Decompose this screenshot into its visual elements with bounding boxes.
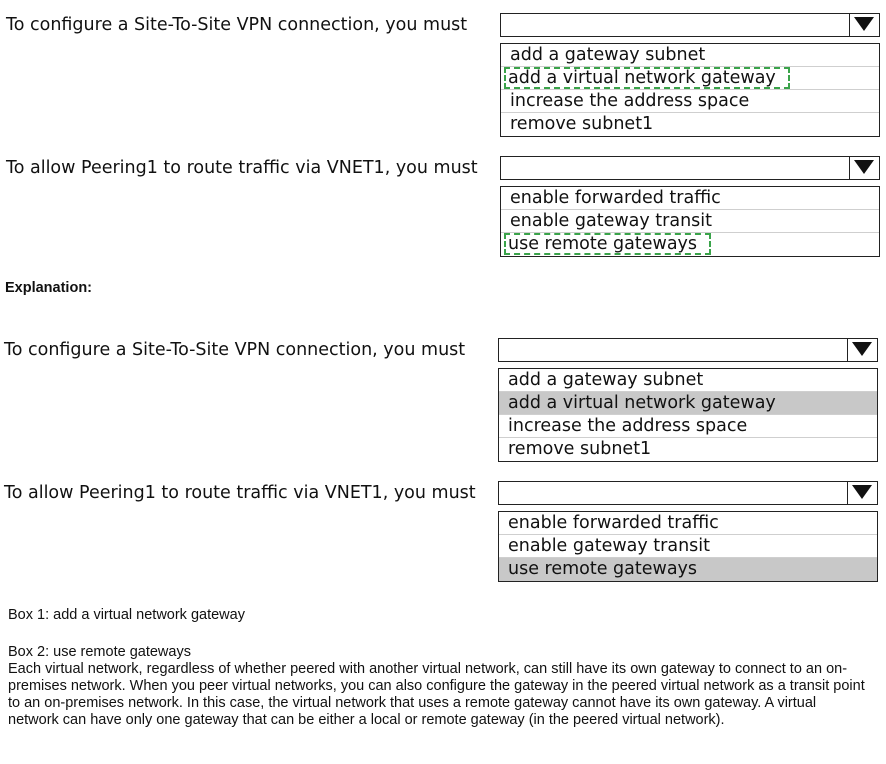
option-label: add a gateway subnet (510, 45, 706, 65)
answer-marker (504, 67, 790, 89)
option-selected[interactable] (499, 558, 877, 581)
chevron-down-icon (852, 342, 872, 356)
option[interactable] (499, 535, 877, 558)
explanation-question-1-prompt: To configure a Site-To-Site VPN connection, you must (4, 340, 466, 360)
question-2-select[interactable] (500, 156, 880, 180)
question-1-prompt: To configure a Site-To-Site VPN connection, you must (6, 15, 468, 35)
answer-box-1: Box 1: add a virtual network gateway (8, 607, 245, 623)
option[interactable] (501, 44, 879, 67)
option-label: enable forwarded traffic (508, 513, 719, 533)
question-1-dropdown[interactable] (500, 13, 880, 137)
option[interactable] (499, 438, 877, 461)
option-label: add a gateway subnet (508, 370, 704, 390)
option-label: enable gateway transit (510, 211, 713, 231)
explanation-question-1-select[interactable] (498, 338, 878, 362)
option[interactable] (501, 113, 879, 136)
option-correct[interactable] (501, 67, 879, 90)
chevron-down-icon (854, 160, 874, 174)
question-2-options (500, 186, 880, 257)
dropdown-toggle[interactable] (849, 14, 879, 36)
option[interactable] (499, 415, 877, 438)
option[interactable] (501, 90, 879, 113)
question-1-select[interactable] (500, 13, 880, 37)
option-correct[interactable] (501, 233, 879, 256)
explanation-heading: Explanation: (5, 280, 93, 296)
option-label: add a virtual network gateway (508, 68, 776, 88)
option-label: remove subnet1 (510, 114, 654, 134)
option[interactable] (499, 369, 877, 392)
chevron-down-icon (852, 485, 872, 499)
chevron-down-icon (854, 17, 874, 31)
explanation-question-2-prompt: To allow Peering1 to route traffic via VNET1, you must (4, 483, 476, 503)
question-2-dropdown[interactable] (500, 156, 880, 257)
option-label: enable forwarded traffic (510, 188, 721, 208)
option-label: remove subnet1 (508, 439, 652, 459)
dropdown-toggle[interactable] (847, 339, 877, 361)
option[interactable] (501, 187, 879, 210)
explanation-question-2-dropdown[interactable] (498, 481, 878, 582)
question-1-options (500, 43, 880, 137)
dropdown-toggle[interactable] (849, 157, 879, 179)
explanation-question-1-options (498, 368, 878, 462)
answer-marker (504, 233, 711, 255)
explanation-question-1-dropdown[interactable] (498, 338, 878, 462)
option-label: add a virtual network gateway (508, 393, 776, 413)
explanation-question-2-select[interactable] (498, 481, 878, 505)
option-label: increase the address space (510, 91, 750, 111)
answer-box-2: Box 2: use remote gateways (8, 644, 191, 660)
question-2-prompt: To allow Peering1 to route traffic via VNET1, you must (6, 158, 478, 178)
option[interactable] (501, 210, 879, 233)
answer-detail: Each virtual network, regardless of whether peered with another virtual network, can still have its own gateway to connect to an on-premises network. When you peer virtual networks, you can also configure the gateway in the peered virtual network as a transit point to an on-premises network. In this case, the virtual network that uses a remote gateway cannot have its own gateway. A virtual network can have only one gateway that can be either a local or remote gateway (in the peered virtual network). (8, 661, 865, 728)
option-label: use remote gateways (508, 234, 698, 254)
option-label: increase the address space (508, 416, 748, 436)
option[interactable] (499, 512, 877, 535)
option-label: use remote gateways (508, 559, 698, 579)
explanation-question-2-options (498, 511, 878, 582)
dropdown-toggle[interactable] (847, 482, 877, 504)
option-label: enable gateway transit (508, 536, 711, 556)
option-selected[interactable] (499, 392, 877, 415)
